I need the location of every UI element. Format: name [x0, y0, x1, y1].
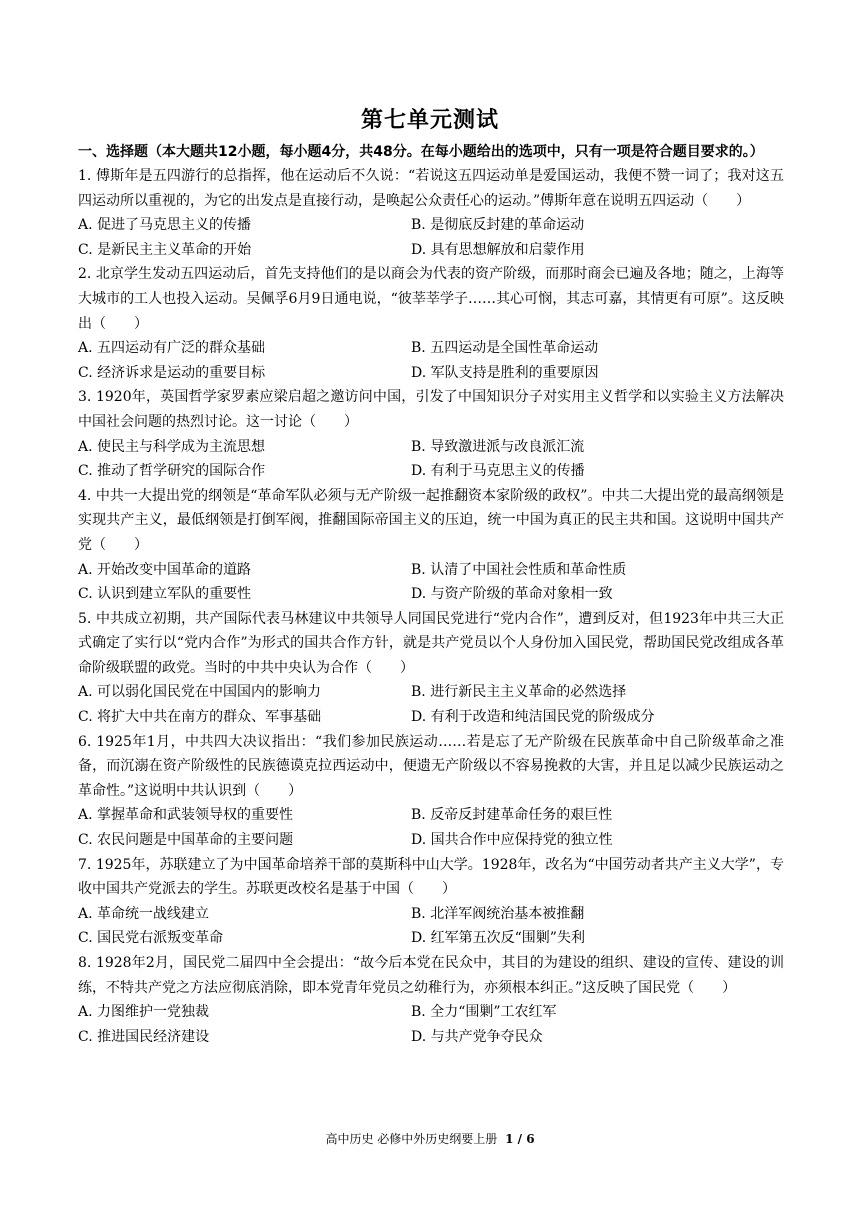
option-d: D. 与资产阶级的革命对象相一致: [411, 586, 613, 603]
option-grid: [78, 1000, 784, 1049]
option-a: A. 开始改变中国革命的道路: [78, 561, 252, 578]
option-a: A. 使民主与科学成为主流思想: [78, 438, 266, 455]
question-item: [78, 853, 784, 951]
option-grid: [78, 803, 784, 852]
option-c: C. 推动了哲学研究的国际合作: [78, 463, 266, 480]
option-grid: [78, 336, 784, 385]
question-item: [78, 730, 784, 853]
page-footer: [0, 1130, 860, 1147]
option-grid: [78, 902, 784, 951]
question-stem: 4. 中共一大提出党的纲领是“革命军队必须与无产阶级一起推翻资本家阶级的政权”。中共二大提出党的最高纲领是实现共产主义，最低纲领是打倒军阀，推翻国际帝国主义的压迫，统一中国为真正的民主共和国。这说明中国共产党（ ）: [78, 487, 784, 553]
option-grid: [78, 213, 784, 262]
question-stem: 5. 中共成立初期，共产国际代表马林建议中共领导人同国民党进行“党内合作”，遭到反对，但1923年中共三大正式确定了实行以“党内合作”为形式的国共合作方针，就是共产党员以个人身份加入国民党，帮助国民党改组成各革命阶级联盟的政党。当时的中共中央认为合作（ ）: [78, 610, 784, 676]
option-a: A. 促进了马克思主义的传播: [78, 217, 252, 234]
option-d: D. 军队支持是胜利的重要原因: [411, 364, 599, 381]
option-b: B. 全力“围剿”工农红军: [411, 1004, 557, 1021]
question-stem: 6. 1925年1月，中共四大决议指出：“我们参加民族运动……若是忘了无产阶级在民族革命中自己阶级革命之准备，而沉溺在资产阶级性的民族德谟克拉西运动中，便遗无产阶级以不容易挽救的大害，并且足以减少民族运动之革命性。”这说明中共认识到（ ）: [78, 733, 784, 799]
question-item: [78, 607, 784, 730]
question-stem: 8. 1928年2月，国民党二届四中全会提出：“故今后本党在民众中，其目的为建设的组织、建设的宣传、建设的训练，不特共产党之方法应彻底消除，即本党青年党员之幼稚行为，亦须根本纠正。”这反映了国民党（ ）: [78, 955, 784, 996]
option-a: A. 掌握革命和武装领导权的重要性: [78, 807, 294, 824]
option-a: A. 力图维护一党独裁: [78, 1004, 210, 1021]
option-d: D. 与共产党争夺民众: [411, 1028, 543, 1045]
option-b: B. 导致激进派与改良派汇流: [411, 438, 585, 455]
option-b: B. 五四运动是全国性革命运动: [411, 340, 599, 357]
option-c: C. 将扩大中共在南方的群众、军事基础: [78, 709, 322, 726]
question-item: [78, 951, 784, 1049]
option-b: B. 是彻底反封建的革命运动: [411, 217, 585, 234]
question-item: [78, 164, 784, 262]
option-b: B. 认清了中国社会性质和革命性质: [411, 561, 627, 578]
option-c: C. 推进国民经济建设: [78, 1028, 210, 1045]
question-item: [78, 262, 784, 385]
option-b: B. 进行新民主主义革命的必然选择: [411, 684, 627, 701]
question-stem: 7. 1925年，苏联建立了为中国革命培养干部的莫斯科中山大学。1928年，改名为“中国劳动者共产主义大学”，专收中国共产党派去的学生。苏联更改校名是基于中国（ ）: [78, 856, 784, 898]
option-c: C. 国民党右派叛变革命: [78, 930, 224, 947]
option-d: D. 国共合作中应保持党的独立性: [411, 832, 613, 849]
option-c: C. 农民问题是中国革命的主要问题: [78, 832, 294, 849]
question-item: [78, 385, 784, 483]
option-b: B. 反帝反封建革命任务的艰巨性: [411, 807, 613, 824]
option-grid: [78, 435, 784, 484]
option-d: D. 有利于改造和纯洁国民党的阶级成分: [411, 709, 655, 726]
page-title: 第七单元测试: [360, 108, 499, 133]
option-a: A. 可以弱化国民党在中国国内的影响力: [78, 684, 322, 701]
page-number: 1 / 6: [505, 1132, 535, 1146]
question-stem: 3. 1920年，英国哲学家罗素应梁启超之邀访问中国，引发了中国知识分子对实用主义哲学和以实验主义方法解决中国社会问题的热烈讨论。这一讨论（ ）: [78, 389, 784, 430]
option-c: C. 是新民主主义革命的开始: [78, 241, 252, 258]
option-d: D. 有利于马克思主义的传播: [411, 463, 585, 480]
option-grid: [78, 558, 784, 607]
question-item: [78, 484, 784, 607]
option-a: A. 革命统一战线建立: [78, 905, 210, 922]
option-b: B. 北洋军阀统治基本被推翻: [411, 905, 585, 922]
option-c: C. 经济诉求是运动的重要目标: [78, 364, 266, 381]
option-c: C. 认识到建立军队的重要性: [78, 586, 252, 603]
option-grid: [78, 680, 784, 729]
question-list: [78, 164, 784, 1049]
footer-course-text: 高中历史 必修中外历史纲要上册: [325, 1132, 498, 1146]
option-a: A. 五四运动有广泛的群众基础: [78, 340, 266, 357]
section-heading: 一、选择题（本大题共12小题，每小题4分，共48分。在每小题给出的选项中，只有一项是符合题目要求的。）: [78, 144, 764, 160]
question-stem: 2. 北京学生发动五四运动后，首先支持他们的是以商会为代表的资产阶级，而那时商会已遍及各地；随之，上海等大城市的工人也投入运动。吴佩孚6月9日通电说，“彼莘莘学子……其心可悯，其志可嘉，其情更有可原”。这反映出（ ）: [78, 266, 784, 332]
option-d: D. 具有思想解放和启蒙作用: [411, 241, 585, 258]
option-d: D. 红军第五次反“围剿”失利: [411, 930, 585, 947]
question-stem: 1. 傅斯年是五四游行的总指挥，他在运动后不久说：“若说这五四运动单是爱国运动，我便不赞一词了；我对这五四运动所以重视的，为它的出发点是直接行动，是唤起公众责任心的运动。”傅斯年意在说明五四运动（ ）: [78, 168, 784, 209]
